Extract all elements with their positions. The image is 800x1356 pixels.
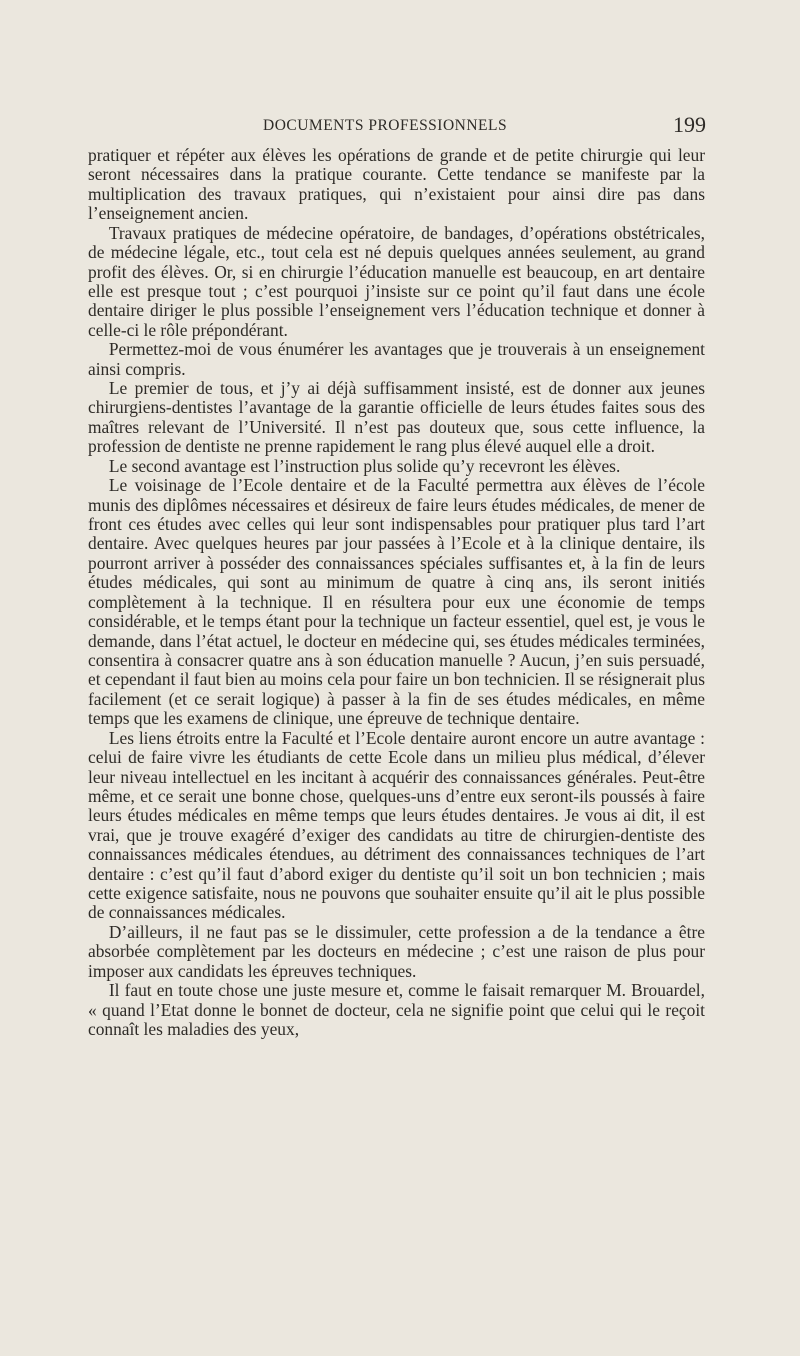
paragraph: Permettez-moi de vous énumérer les avantages que je trouverais à un enseignement ainsi compris. (88, 339, 705, 379)
running-head: DOCUMENTS PROFESSIONNELS (263, 117, 508, 134)
paragraph: Le premier de tous, et j’y ai déjà suffisamment insisté, est de donner aux jeunes chirurgiens-dentistes l’avantage de la garantie officielle de leurs études faites sous des maîtres relevant de l’Université. Il n’est pas douteux que, sous cette influence, la profession de dentiste ne prenne rapidement le rang plus élevé auquel elle a droit. (88, 378, 705, 457)
paragraph: Le voisinage de l’Ecole dentaire et de la Faculté permettra aux élèves de l’école munis des diplômes nécessaires et désireux de faire leurs études médicales, de mener de front ces études avec celles qui leur sont indispensables pour pratiquer plus tard l’art dentaire. Avec quelques heures par jour passées à l’Ecole et à la clinique dentaire, ils pourront arriver à posséder des connaissances spéciales suffisantes et, à la fin de leurs études médicales, qui sont au minimum de quatre à cinq ans, ils seront initiés complètement à la technique. Il en résultera pour eux une économie de temps considérable, et le temps étant pour la technique un facteur essentiel, quel est, je vous le demande, dans l’état actuel, le docteur en médecine qui, ses études médicales terminées, consentira à consacrer quatre ans à son éducation manuelle ? Aucun, j’en suis persuadé, et cependant il faut bien au moins cela pour faire un bon technicien. Il se résignerait plus facilement (et ce serait logique) à passer à la fin de ses études médicales, en même temps que les examens de clinique, une épreuve de technique dentaire. (88, 475, 705, 729)
paragraph: Travaux pratiques de médecine opératoire, de bandages, d’opérations obstétricales, de médecine légale, etc., tout cela est né depuis quelques années seulement, au grand profit des élèves. Or, si en chirurgie l’éducation manuelle est beaucoup, en art dentaire elle est presque tout ; c’est pourquoi j’insiste sur ce point qu’il faut dans une école dentaire diriger le plus possible l’enseignement vers l’éducation technique et donner à celle-ci le rôle prépondérant. (88, 222, 705, 340)
paragraph: Le second avantage est l’instruction plus solide qu’y recevront les élèves. (108, 455, 621, 476)
paragraph: Il faut en toute chose une juste mesure et, comme le faisait remarquer M. Brouardel, « quand l’Etat donne le bonnet de docteur, cela ne signifie point que celui qui le reçoit connaît les maladies des yeux, (88, 980, 705, 1039)
body-text (88, 146, 705, 1039)
page-header (88, 112, 708, 142)
page-number: 199 (673, 112, 706, 137)
paragraph: D’ailleurs, il ne faut pas se le dissimuler, cette profession a de la tendance a être absorbée complètement par les docteurs en médecine ; c’est une raison de plus pour imposer aux candidats les épreuves techniques. (88, 921, 705, 981)
paragraph: Les liens étroits entre la Faculté et l’Ecole dentaire auront encore un autre avantage : celui de faire vivre les étudiants de cette Ecole dans un milieu plus médical, d’élever leur niveau intellectuel en les incitant à acquérir des connaissances générales. Peut-être même, et ce serait une bonne chose, quelques-uns d’entre eux seront-ils poussés à faire leurs études médicales en même temps que leurs études dentaires. Je vous ai dit, il est vrai, que je trouve exagéré d’exiger des candidats au titre de chirurgien-dentiste des connaissances médicales étendues, au détriment des connaissances techniques de l’art dentaire : c’est qu’il faut d’abord exiger du dentiste qu’il soit un bon technicien ; mais cette exigence satisfaite, nous ne pouvons que souhaiter ensuite qu’il ait le plus possible de connaissances médicales. (88, 727, 705, 923)
paragraph: pratiquer et répéter aux élèves les opérations de grande et de petite chirurgie qui leur seront nécessaires dans la pratique courante. Cette tendance se manifeste par la multiplication des travaux pratiques, qui n’existaient pour ainsi dire pas dans l’enseignement ancien. (88, 145, 705, 224)
